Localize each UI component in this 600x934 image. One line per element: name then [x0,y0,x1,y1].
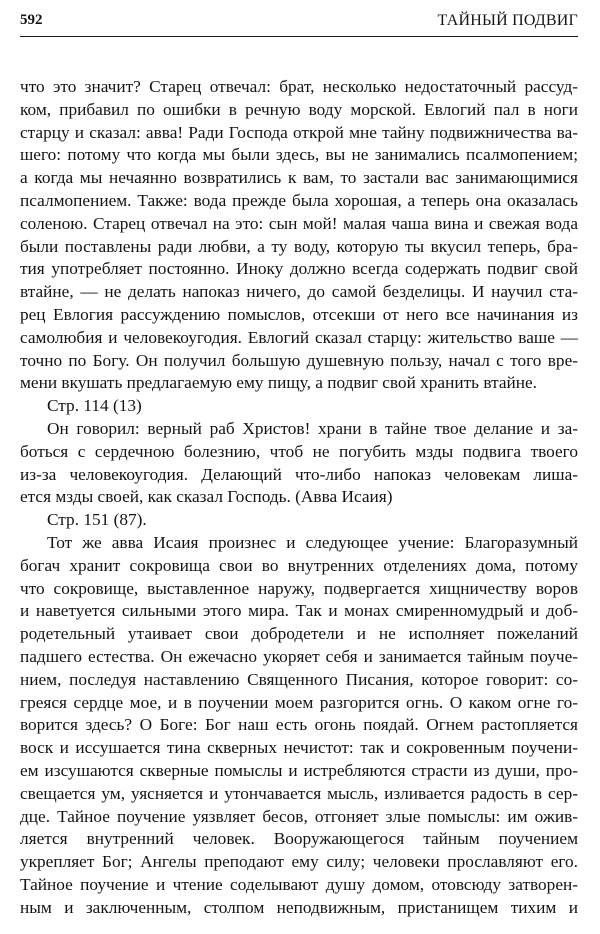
paragraph [20,418,578,509]
paragraph [20,509,578,532]
text-line: тия употребляет постоянно. Иноку должно всегда содержать подвиг свой [20,259,578,279]
text-line: Стр. 151 (87). [47,510,147,530]
paragraph [20,395,578,418]
paragraph [20,532,578,920]
text-line: старцу и сказал: авва! Ради Господа открой мне тайну подвижничества ва- [20,122,578,142]
text-line: богач хранит сокровища свои во внутренних отделениях дома, потому [20,555,578,575]
page-header [20,10,578,37]
text-line: шего: потому что когда мы были здесь, вы не занимались псалмопением; [20,145,578,165]
body-text [20,76,578,919]
text-line: Стр. 114 (13) [47,396,142,416]
text-line: дце. Тайное поучение уязвляет бесов, отгоняет злые помыслы: им ожив- [20,806,578,826]
running-title: ТАЙНЫЙ ПОДВИГ [437,12,578,29]
text-line: и наветуется сильными этого мира. Так и монах смиренномудрый и доб- [20,601,578,621]
text-line: рец Евлогия рассуждению помыслов, отсекши от него все начинания из [20,304,578,324]
text-line: что сокровище, выставленное наружу, подвергается хищничеству воров [20,578,578,598]
text-line: из-за человекоугодия. Делающий что-либо напоказ человекам лиша- [20,464,578,484]
page-number: 592 [20,12,43,28]
text-line: греяся сердце мое, и в поучении моем разгорится огнь. О каком огне го- [20,692,578,712]
text-line: укрепляет Бог; Ангелы преподают ему силу; человеки прославляют его. [20,852,578,872]
text-line: псалмопением. Также: вода прежде была хорошая, а теперь она оказалась [20,190,578,210]
text-line: воск и иссушается тина скверных нечистот: так и сокровенным поучени- [20,738,578,758]
text-line: падшего естества. Он ежечасно укоряет себя и занимается тайным поуче- [20,646,578,666]
text-line: свещается ум, уясняется и утончавается мысль, изливается радость в сер- [20,783,578,803]
text-line: ком, прибавил по ошибки в речную воду морской. Евлогий пал в ноги [20,99,578,119]
text-line: ем изсушаются скверные помыслы и истребляются страсти из души, про- [20,760,578,780]
text-line: боться с сердечною болезнию, чтоб не погубить мзды подвига твоего [20,441,578,461]
text-line: а когда мы нечаянно возвратились к вам, то застали вас занимающимися [20,168,578,188]
text-line: нием, последуя наставлению Священного Писания, которое говорит: со- [20,669,578,689]
text-line: самолюбия и человекоугодия. Евлогий сказал старцу: жительство ваше — [20,327,578,347]
text-line: Он говорил: верный раб Христов! храни в тайне твое делание и за- [47,418,578,438]
text-line: соленою. Старец отвечал на это: сын мой! малая чаша вина и свежая вода [20,213,578,233]
text-line: мени вкушать предлагаемую ему пищу, а подвиг свой хранить втайне. [20,373,537,393]
text-line: ворится здесь? О Боге: Бог наш есть огонь поядай. Огнем растопляется [20,715,578,735]
text-line: ляется внутренний человек. Вооружающегося тайным поучением [20,829,578,849]
text-line: точно по Богу. Он получил большую душевную пользу, начал с того вре- [20,350,578,370]
text-line: Тот же авва Исаия произнес и следующее учение: Благоразумный [47,532,578,552]
text-line: родетельный утаивает свои добродетели и не исполняет пожеланий [20,624,578,644]
text-line: Тайное поучение и чтение соделывают душу домом, отовсюду затворен- [20,874,578,894]
text-line: ным и заключенным, столпом неподвижным, пристанищем тихим и [20,897,578,917]
text-line: ется мзды своей, как сказал Господь. (Авва Исаия) [20,487,393,507]
text-line: были поставлены ради любви, а ту воду, которую ты вкусил теперь, бра- [20,236,578,256]
text-line: втайне, — не делать напоказ ничего, до самой безделицы. И научил ста- [20,282,578,302]
text-line: что это значит? Старец отвечал: брат, несколько недостаточный рассуд- [20,77,578,96]
paragraph [20,76,578,395]
